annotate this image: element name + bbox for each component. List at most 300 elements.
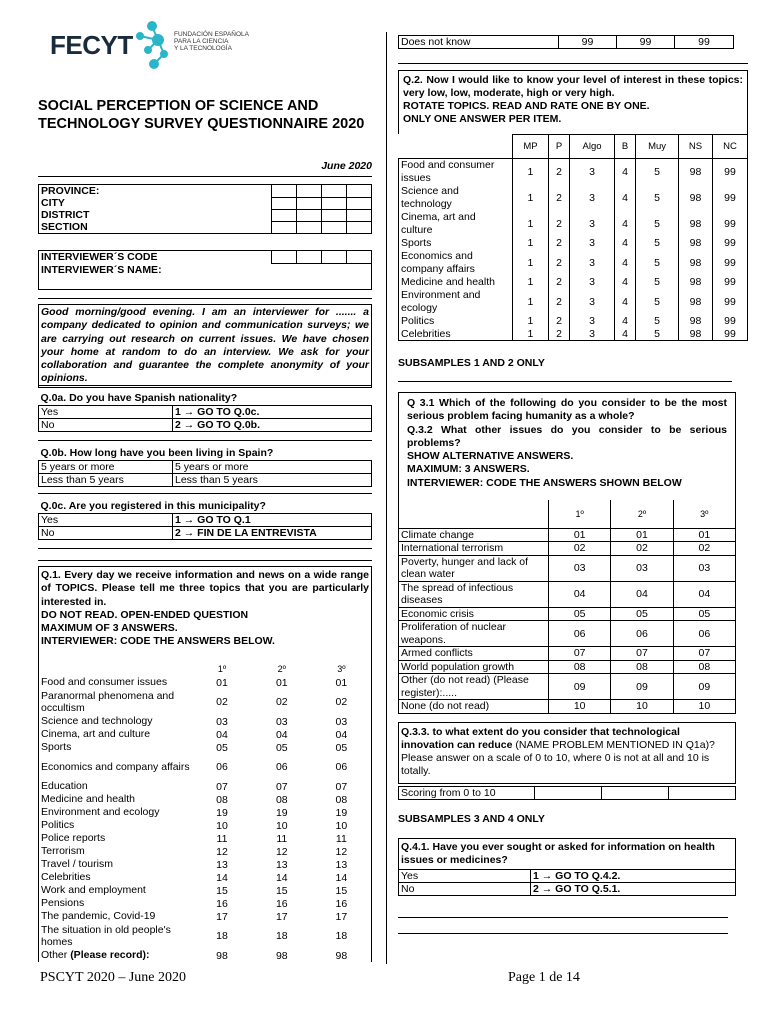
- q1-topic: Pensions: [41, 897, 85, 910]
- q1-code[interactable]: 13: [275, 858, 288, 871]
- q33-scoring-label: Scoring from 0 to 10: [399, 787, 535, 800]
- q2-rating[interactable]: 99: [712, 185, 747, 211]
- q3-row: [399, 607, 736, 621]
- q3-code[interactable]: 09: [673, 674, 735, 700]
- q3-code[interactable]: 03: [611, 555, 673, 581]
- q3-row: [399, 581, 736, 607]
- q41-option[interactable]: No: [399, 883, 531, 896]
- q2-rating[interactable]: 3: [570, 315, 615, 328]
- q1-code[interactable]: 06: [216, 761, 228, 773]
- q0c-option[interactable]: No: [39, 526, 173, 539]
- q1-code[interactable]: 05: [216, 741, 228, 754]
- q2-rating[interactable]: 4: [614, 276, 635, 289]
- q1-code[interactable]: 04: [275, 728, 288, 741]
- q3-problem: Climate change: [399, 528, 549, 542]
- q3-row: [399, 660, 736, 674]
- q2-rating[interactable]: 98: [678, 211, 712, 237]
- q2-row: [399, 237, 748, 250]
- logo-sub-line: FUNDACIÓN ESPAÑOLA: [174, 31, 250, 38]
- page-number: Page 1 de 14: [508, 970, 580, 985]
- q1-code[interactable]: 12: [216, 845, 228, 858]
- q3-problem: Proliferation of nuclear weapons.: [399, 621, 549, 647]
- divider: [38, 440, 372, 441]
- q3-code[interactable]: 08: [673, 660, 735, 674]
- q2-rating[interactable]: 3: [570, 250, 615, 276]
- divider: [38, 548, 372, 549]
- q2-rating[interactable]: 1: [513, 211, 549, 237]
- q1-row: [39, 845, 372, 858]
- q2-rating[interactable]: 4: [614, 250, 635, 276]
- q2-rating[interactable]: 98: [678, 237, 712, 250]
- q1-code[interactable]: 08: [335, 793, 348, 806]
- divider: [38, 176, 372, 177]
- q2-rating[interactable]: 98: [678, 315, 712, 328]
- q2-header-row: [399, 135, 748, 159]
- q2-topic: Celebrities: [399, 328, 513, 341]
- q3-code[interactable]: 01: [549, 528, 611, 542]
- city-label: CITY: [39, 197, 272, 209]
- q3-row: [399, 647, 736, 661]
- q2-rating[interactable]: 2: [548, 289, 569, 315]
- q1-code[interactable]: 01: [275, 676, 288, 689]
- q1-code[interactable]: 18: [275, 930, 288, 942]
- province-label: PROVINCE:: [39, 185, 272, 198]
- q1-code[interactable]: 98: [275, 949, 288, 962]
- q1-code[interactable]: 03: [335, 715, 348, 728]
- q2-rating[interactable]: 98: [678, 159, 712, 185]
- q3-code[interactable]: 05: [611, 607, 673, 621]
- q1-row-label: [39, 728, 193, 741]
- q2-rating[interactable]: 4: [614, 211, 635, 237]
- q3-code[interactable]: 07: [673, 647, 735, 661]
- q1-code[interactable]: 04: [216, 728, 228, 741]
- q1-header: 3º: [337, 664, 346, 674]
- q1-row: [39, 871, 372, 884]
- q1-instruction: MAXIMUM OF 3 ANSWERS.: [41, 622, 178, 635]
- q2-rating[interactable]: 98: [678, 289, 712, 315]
- q1-code[interactable]: 98: [335, 949, 348, 962]
- q2-rating[interactable]: 2: [548, 276, 569, 289]
- q1-code[interactable]: 13: [216, 858, 228, 871]
- q2-topic: Environment and ecology: [399, 289, 513, 315]
- q1-code[interactable]: 05: [335, 741, 348, 754]
- q2-row: [399, 276, 748, 289]
- q1-code[interactable]: 01: [335, 676, 348, 689]
- q1-code[interactable]: 98: [216, 949, 228, 962]
- q2-rating[interactable]: 1: [513, 159, 549, 185]
- q0b-option[interactable]: Less than 5 years: [39, 473, 173, 486]
- q1-code[interactable]: 05: [275, 741, 288, 754]
- q1-topic: Travel / tourism: [41, 858, 113, 871]
- q1-code[interactable]: 16: [335, 897, 348, 910]
- q3-problem: None (do not read): [399, 700, 549, 714]
- logo-sub-line: Y LA TECNOLOGÍA: [174, 45, 232, 52]
- q2-intro: Q.2. Now I would like to know your level of interest in these topics: very low, low, moderate, high or very high.: [403, 74, 743, 99]
- q3-problem: Poverty, hunger and lack of clean water: [399, 555, 549, 581]
- q2-rating[interactable]: 98: [678, 185, 712, 211]
- q1-row-label: [39, 715, 193, 728]
- q0a-option[interactable]: No: [39, 418, 173, 431]
- q2-rating[interactable]: 99: [712, 250, 747, 276]
- q1-code[interactable]: 02: [335, 696, 348, 708]
- q33-scoring-table: [398, 786, 736, 800]
- q1-code[interactable]: 17: [216, 910, 228, 923]
- q3-code[interactable]: 07: [611, 647, 673, 661]
- q1-topic: Food and consumer issues: [41, 676, 168, 689]
- q0c-option[interactable]: Yes: [39, 513, 173, 526]
- q2-rating[interactable]: 1: [513, 328, 549, 341]
- q1-code[interactable]: 08: [275, 793, 288, 806]
- q1-code[interactable]: 03: [216, 715, 228, 728]
- q3-instruction: INTERVIEWER: CODE THE ANSWERS SHOWN BELOW: [407, 476, 682, 489]
- q2-rating[interactable]: 1: [513, 237, 549, 250]
- q2-rating[interactable]: 99: [712, 159, 747, 185]
- q2-rating[interactable]: 1: [513, 315, 549, 328]
- q1-topic: The pandemic, Covid-19: [41, 910, 156, 923]
- q1-header-blank: [39, 662, 193, 676]
- q2-rating[interactable]: 4: [614, 328, 635, 341]
- q0a-route: 2 → GO TO Q.0b.: [173, 418, 372, 431]
- q2-instruction: ONLY ONE ANSWER PER ITEM.: [403, 113, 562, 125]
- q2-row: [399, 211, 748, 237]
- q3-row: [399, 674, 736, 700]
- q2-table: [398, 134, 748, 341]
- q1-row-label: [39, 832, 193, 845]
- logo-wordmark: FECYT: [50, 30, 133, 60]
- interviewer-table: [38, 250, 372, 290]
- q3-code[interactable]: 06: [549, 621, 611, 647]
- q1-row-label: [39, 780, 193, 793]
- q3-row: [399, 555, 736, 581]
- q1-topic: Medicine and health: [41, 793, 135, 806]
- q41-title: Q.4.1. Have you ever sought or asked for information on health issues or medicines?: [399, 839, 736, 870]
- q3-header: 1º: [549, 500, 611, 528]
- q0c-table: [38, 500, 372, 540]
- q3-code[interactable]: 07: [549, 647, 611, 661]
- q2-topic: Medicine and health: [399, 276, 513, 289]
- q1-code[interactable]: 12: [275, 845, 288, 858]
- q1-code[interactable]: 10: [275, 819, 288, 832]
- q1-code[interactable]: 19: [216, 806, 228, 819]
- q1-code[interactable]: 14: [335, 871, 348, 884]
- q1-topic: Education: [41, 780, 88, 793]
- q1-code[interactable]: 11: [216, 832, 228, 845]
- q3-code[interactable]: 09: [549, 674, 611, 700]
- q2-rating[interactable]: 2: [548, 211, 569, 237]
- q1-row: [39, 910, 372, 923]
- q2-rating[interactable]: 4: [614, 185, 635, 211]
- q1-row: [39, 793, 372, 806]
- q1-code[interactable]: 07: [216, 780, 228, 793]
- q3-row: [399, 528, 736, 542]
- fecyt-logo: [50, 20, 260, 70]
- q2-row: [399, 159, 748, 185]
- q2-rating[interactable]: 4: [614, 159, 635, 185]
- q2-rating[interactable]: 99: [712, 328, 747, 341]
- q1-row-label: [39, 897, 193, 910]
- q2-rating[interactable]: 5: [636, 315, 679, 328]
- q1-code[interactable]: 15: [335, 884, 348, 897]
- q1-topic: Science and technology: [41, 715, 153, 728]
- q3-code[interactable]: 03: [549, 555, 611, 581]
- q1-code[interactable]: 01: [216, 676, 228, 689]
- q3-code[interactable]: 02: [611, 542, 673, 556]
- q1-code[interactable]: 14: [216, 871, 228, 884]
- q1-topic: The situation in old people's homes: [41, 923, 171, 948]
- q2-rating[interactable]: 99: [712, 276, 747, 289]
- q2-rating[interactable]: 3: [570, 159, 615, 185]
- q2-header-blank: [399, 135, 513, 159]
- dont-know-value[interactable]: 99: [617, 36, 675, 49]
- q2-rating[interactable]: 3: [570, 328, 615, 341]
- q2-rating[interactable]: 98: [678, 276, 712, 289]
- q3-line: Q.3.2 What other issues do you consider to be serious problems?: [407, 423, 727, 449]
- q3-code[interactable]: 01: [673, 528, 735, 542]
- q2-rating[interactable]: 5: [636, 211, 679, 237]
- q3-code[interactable]: 05: [673, 607, 735, 621]
- q1-code[interactable]: 11: [335, 832, 347, 845]
- q2-topic: Economics and company affairs: [399, 250, 513, 276]
- q2-rating[interactable]: 99: [712, 211, 747, 237]
- district-label: DISTRICT: [39, 209, 272, 221]
- q3-code[interactable]: 02: [549, 542, 611, 556]
- q2-rating[interactable]: 2: [548, 250, 569, 276]
- q1-topic: Police reports: [41, 832, 106, 845]
- q2-row: [399, 289, 748, 315]
- q2-rating[interactable]: 2: [548, 328, 569, 341]
- q2-rating[interactable]: 99: [712, 289, 747, 315]
- q33-bold: Q.3.3. to what extent do you consider that technological innovation can reduce: [401, 726, 680, 751]
- q2-rating[interactable]: 4: [614, 315, 635, 328]
- q1-header-row: [39, 662, 372, 676]
- q0b-option[interactable]: Less than 5 years: [173, 473, 372, 486]
- q1-row-label: [39, 910, 193, 923]
- q1-code[interactable]: 15: [275, 884, 288, 897]
- q0a-table: [38, 392, 372, 432]
- dont-know-label: Does not know: [399, 36, 559, 49]
- q3-code[interactable]: 08: [611, 660, 673, 674]
- q1-code[interactable]: 17: [275, 910, 288, 923]
- q1-code[interactable]: 03: [275, 715, 288, 728]
- q2-row: [399, 315, 748, 328]
- score-box[interactable]: [535, 787, 602, 800]
- q1-topic: Paranormal phenomena and occultism: [41, 689, 175, 714]
- q2-rating[interactable]: 99: [712, 237, 747, 250]
- q3-code[interactable]: 10: [673, 700, 735, 714]
- q2-topic: Science and technology: [399, 185, 513, 211]
- q1-header: 1º: [217, 664, 227, 674]
- q3-instruction: SHOW ALTERNATIVE ANSWERS.: [407, 450, 574, 463]
- q2-rating[interactable]: 5: [636, 328, 679, 341]
- document-title: SOCIAL PERCEPTION OF SCIENCE AND TECHNOLOGY SURVEY QUESTIONNAIRE 2020: [38, 98, 365, 132]
- q3-code[interactable]: 01: [611, 528, 673, 542]
- q1-code[interactable]: 08: [216, 793, 228, 806]
- q3-code[interactable]: 09: [611, 674, 673, 700]
- q2-rating[interactable]: 3: [570, 211, 615, 237]
- dont-know-value[interactable]: 99: [559, 36, 617, 49]
- q2-header: Muy: [636, 135, 679, 159]
- q2-topic: Sports: [399, 237, 513, 250]
- q2-rating[interactable]: 3: [570, 289, 615, 315]
- q1-topic: Politics: [41, 819, 75, 832]
- q1-code[interactable]: 19: [275, 806, 288, 819]
- divider: [38, 493, 372, 494]
- q1-code[interactable]: 19: [335, 806, 348, 819]
- q2-rating[interactable]: 1: [513, 250, 549, 276]
- q1-row: [39, 728, 372, 741]
- divider: [398, 63, 748, 64]
- q1-topic: Environment and ecology: [41, 806, 160, 819]
- q3-code[interactable]: 10: [549, 700, 611, 714]
- q1-row: [39, 806, 372, 819]
- q1-code[interactable]: 12: [335, 845, 348, 858]
- q0a-route: 1 → GO TO Q.0c.: [173, 405, 372, 418]
- dont-know-value[interactable]: 99: [675, 36, 734, 49]
- q1-code[interactable]: 18: [335, 930, 348, 942]
- q1-instruction: INTERVIEWER: CODE THE ANSWERS BELOW.: [41, 635, 275, 648]
- q3-header-blank: [399, 500, 549, 528]
- q2-rating[interactable]: 5: [636, 237, 679, 250]
- q1-code[interactable]: 10: [335, 819, 348, 832]
- q1-topic: Celebrities: [41, 871, 91, 884]
- q2-rating[interactable]: 5: [636, 159, 679, 185]
- subsamples-3-4: SUBSAMPLES 3 AND 4 ONLY: [398, 813, 545, 825]
- q2-rating[interactable]: 5: [636, 289, 679, 315]
- q1-code[interactable]: 10: [216, 819, 228, 832]
- q3-line: Q 3.1 Which of the following do you consider to be the most serious problem facing humanity as a whole?: [407, 397, 727, 423]
- q2-rating[interactable]: 99: [712, 315, 747, 328]
- location-table: [38, 184, 372, 234]
- q1-code[interactable]: 16: [216, 897, 228, 910]
- q41-option[interactable]: Yes: [399, 870, 531, 883]
- divider: [398, 381, 732, 382]
- q2-rating[interactable]: 1: [513, 289, 549, 315]
- q0a-option[interactable]: Yes: [39, 405, 173, 418]
- q2-row: [399, 185, 748, 211]
- q2-question: [398, 70, 748, 134]
- q3-code[interactable]: 06: [673, 621, 735, 647]
- q1-row-label: [39, 845, 193, 858]
- q1-code[interactable]: 15: [216, 884, 228, 897]
- score-box[interactable]: [602, 787, 669, 800]
- q0b-option[interactable]: 5 years or more: [173, 460, 372, 473]
- q3-question: [398, 392, 736, 500]
- q2-topic: Cinema, art and culture: [399, 211, 513, 237]
- q1-row: [39, 884, 372, 897]
- q3-problem: Other (do not read) (Please register):.....: [399, 674, 549, 700]
- score-box[interactable]: [669, 787, 736, 800]
- q2-rating[interactable]: 3: [570, 276, 615, 289]
- q1-code[interactable]: 17: [335, 910, 348, 923]
- divider: [38, 560, 372, 561]
- q2-rating[interactable]: 1: [513, 276, 549, 289]
- q1-row-label: [39, 806, 193, 819]
- q1-code[interactable]: 16: [275, 897, 288, 910]
- q2-header: NS: [678, 135, 712, 159]
- q1-question: [38, 566, 372, 662]
- q2-rating[interactable]: 2: [548, 185, 569, 211]
- q3-code[interactable]: 10: [611, 700, 673, 714]
- q1-row: [39, 715, 372, 728]
- q1-code[interactable]: 14: [275, 871, 288, 884]
- q2-rating[interactable]: 4: [614, 237, 635, 250]
- q2-header: MP: [513, 135, 549, 159]
- q2-rating[interactable]: 98: [678, 250, 712, 276]
- q2-row: [399, 328, 748, 341]
- q1-header: 2º: [277, 664, 286, 674]
- q1-row-label: [39, 689, 193, 715]
- q41-route: 2 → GO TO Q.5.1.: [531, 883, 736, 896]
- q3-problem: Armed conflicts: [399, 647, 549, 661]
- q2-header: B: [614, 135, 635, 159]
- q2-rating[interactable]: 5: [636, 185, 679, 211]
- q3-code[interactable]: 03: [673, 555, 735, 581]
- q33-rest: (NAME PROBLEM MENTIONED IN Q1a)? Please answer on a scale of 0 to 10, where 0 is not at all and 10 is totally.: [401, 739, 715, 777]
- q0c-title: Q.0c. Are you registered in this municipality?: [39, 500, 372, 513]
- logo-subtitle: [174, 31, 249, 52]
- q1-code[interactable]: 07: [335, 780, 348, 793]
- divider: [38, 298, 372, 299]
- column-divider: [386, 32, 387, 964]
- q1-row-label: [39, 923, 193, 949]
- q1-code[interactable]: 02: [275, 696, 288, 708]
- q1-row-label: [39, 754, 193, 780]
- divider: [38, 385, 372, 386]
- q1-row-label: [39, 949, 193, 962]
- q2-rating[interactable]: 3: [570, 185, 615, 211]
- q1-row-label: [39, 741, 193, 754]
- q3-code[interactable]: 02: [673, 542, 735, 556]
- q2-rating[interactable]: 98: [678, 328, 712, 341]
- q3-code[interactable]: 08: [549, 660, 611, 674]
- q2-rating[interactable]: 5: [636, 250, 679, 276]
- q1-instruction: DO NOT READ. OPEN-ENDED QUESTION: [41, 608, 249, 621]
- q2-rating[interactable]: 2: [548, 237, 569, 250]
- q2-rating[interactable]: 3: [570, 237, 615, 250]
- q3-code[interactable]: 04: [673, 581, 735, 607]
- q1-row-label: [39, 884, 193, 897]
- q1-code[interactable]: 02: [216, 696, 228, 708]
- q2-rating[interactable]: 1: [513, 185, 549, 211]
- logo-sub-line: PARA LA CIENCIA: [174, 38, 229, 45]
- q2-header: NC: [712, 135, 747, 159]
- q1-code[interactable]: 11: [276, 832, 288, 845]
- q1-code[interactable]: 06: [275, 761, 288, 773]
- q2-header: P: [548, 135, 569, 159]
- q1-code[interactable]: 18: [216, 930, 228, 942]
- q1-row-label: [39, 676, 193, 689]
- q3-code[interactable]: 04: [611, 581, 673, 607]
- q2-rating[interactable]: 5: [636, 276, 679, 289]
- q2-row: [399, 250, 748, 276]
- divider: [398, 933, 728, 934]
- q1-code[interactable]: 13: [335, 858, 348, 871]
- q1-code[interactable]: 06: [335, 761, 348, 773]
- q3-code[interactable]: 05: [549, 607, 611, 621]
- q3-code[interactable]: 06: [611, 621, 673, 647]
- q1-code[interactable]: 07: [275, 780, 288, 793]
- q2-rating[interactable]: 4: [614, 289, 635, 315]
- q1-code[interactable]: 04: [335, 728, 348, 741]
- q3-code[interactable]: 04: [549, 581, 611, 607]
- interviewer-code-label: INTERVIEWER´S CODE: [39, 251, 272, 264]
- q2-rating[interactable]: 2: [548, 315, 569, 328]
- q0c-route: 2 → FIN DE LA ENTREVISTA: [173, 526, 372, 539]
- q0b-option[interactable]: 5 years or more: [39, 460, 173, 473]
- q3-problem: The spread of infectious diseases: [399, 581, 549, 607]
- q1-row: [39, 897, 372, 910]
- q2-rating[interactable]: 2: [548, 159, 569, 185]
